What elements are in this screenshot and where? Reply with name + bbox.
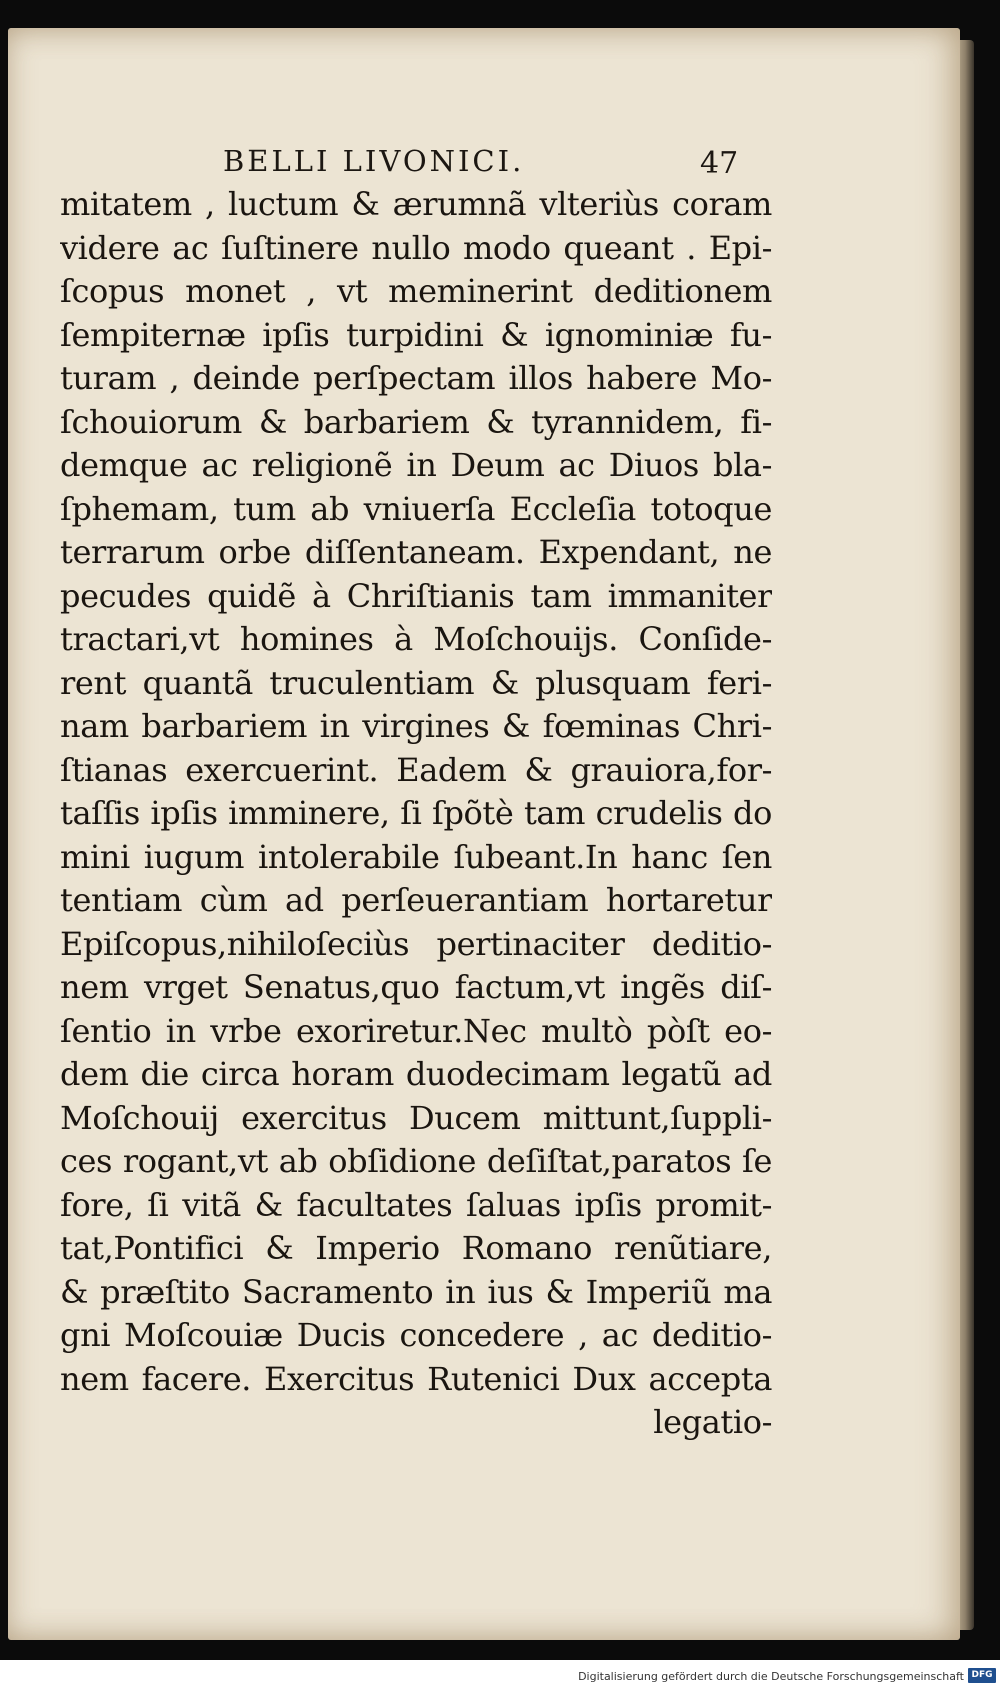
text-line: Epiſcopus,nihiloſeciùs pertinaciter deditio- xyxy=(60,924,772,963)
text-line: rent quantã truculentiam & plusquam feri- xyxy=(60,663,772,702)
text-line: mitatem , luctum & ærumnã vlteriùs coram xyxy=(60,185,772,223)
catchword: legatio- xyxy=(653,1403,772,1441)
digitization-footer xyxy=(0,1660,1000,1695)
text-line: nam barbariem in virgines & fœminas Chri- xyxy=(60,707,772,745)
text-line: ſcopus monet , vt meminerint deditionem xyxy=(60,272,772,310)
running-head xyxy=(68,136,768,182)
text-line: tractari,vt homines à Moſchouijs. Conſide- xyxy=(60,620,772,658)
text-line: gni Moſcouiæ Ducis concedere , ac deditio- xyxy=(60,1316,772,1354)
text-line: ſtianas exercuerint. Eadem & grauiora,for- xyxy=(60,750,772,789)
text-line: pecudes quidẽ à Chriſtianis tam immaniter xyxy=(60,576,772,615)
text-line: dem die circa horam duodecimam legatũ ad xyxy=(60,1055,772,1093)
text-line: tat,Pontifici & Imperio Romano renũtiare, xyxy=(60,1229,772,1267)
text-line: tentiam cùm ad perſeuerantiam hortaretur xyxy=(60,881,772,919)
text-line: Moſchouij exercitus Ducem mittunt,ſuppli- xyxy=(60,1098,772,1137)
text-line: videre ac ſuſtinere nullo modo queant . Epi- xyxy=(60,228,772,267)
text-line: mini iugum intolerabile ſubeant.In hanc ſen xyxy=(60,837,772,876)
funding-credit: Digitalisierung gefördert durch die Deutsche Forschungsgemeinschaft xyxy=(578,1670,964,1683)
text-line: taſſis ipſis imminere, ſi ſpõtè tam crudelis do xyxy=(60,794,772,832)
text-line: ſempiternæ ipſis turpidini & ignominiæ fu- xyxy=(60,315,772,354)
page-number: 47 xyxy=(700,146,739,181)
text-line: terrarum orbe diſſentaneam. Expendant, ne xyxy=(60,533,772,571)
text-line: & præſtito Sacramento in ius & Imperiũ ma xyxy=(60,1272,772,1311)
book-page xyxy=(8,28,960,1640)
running-title: BELLI LIVONICI. xyxy=(223,144,525,178)
text-line: nem vrget Senatus,quo factum,vt ingẽs diſ- xyxy=(60,968,772,1006)
text-line: ſchouiorum & barbariem & tyrannidem, fi- xyxy=(60,402,772,441)
text-line: ſphemam, tum ab vniuerſa Eccleſia totoque xyxy=(60,489,772,528)
text-line: ſentio in vrbe exoriretur.Nec multò pòſt eo- xyxy=(60,1011,772,1050)
text-line: fore, ſi vitã & facultates ſaluas ipſis promit- xyxy=(60,1185,772,1224)
text-block xyxy=(60,183,772,1445)
dfg-logo: DFG xyxy=(968,1668,996,1683)
text-line: nem facere. Exercitus Rutenici Dux accepta xyxy=(60,1359,772,1398)
text-line: demque ac religionẽ in Deum ac Diuos bla- xyxy=(60,446,772,484)
text-line: ces rogant,vt ab obſidione deſiſtat,paratos ſe xyxy=(60,1142,772,1180)
text-line: turam , deinde perſpectam illos habere Mo- xyxy=(60,359,772,397)
